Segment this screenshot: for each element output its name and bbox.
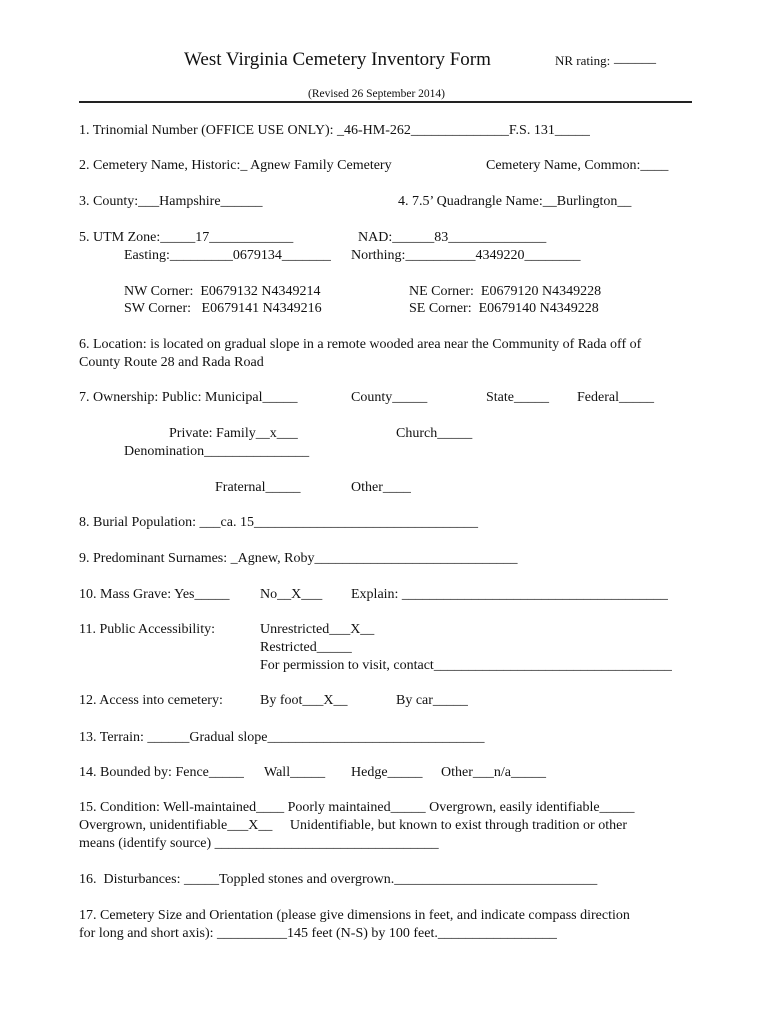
- ownership-fraternal: Fraternal_____: [215, 480, 301, 495]
- size-orientation-line2: for long and short axis): __________145 feet (N-S) by 100 feet._________________: [79, 926, 557, 941]
- field-utm-zone: 5. UTM Zone:_____17____________: [79, 230, 294, 245]
- ownership-federal: Federal_____: [577, 390, 654, 405]
- condition-line2: Overgrown, unidentifiable___X__ Unidentifiable, but known to exist through tradition or other: [79, 818, 627, 833]
- field-surnames: 9. Predominant Surnames: _Agnew, Roby_____________________________: [79, 551, 518, 566]
- sw-corner: SW Corner: E0679141 N4349216: [124, 301, 322, 316]
- access-by-foot: By foot___X__: [260, 693, 348, 708]
- ownership-church: Church_____: [396, 426, 473, 441]
- ownership-denomination: Denomination_______________: [124, 444, 310, 459]
- se-corner: SE Corner: E0679140 N4349228: [409, 301, 599, 316]
- mass-grave-explain: Explain: ______________________________________: [351, 587, 668, 602]
- ownership-private-family: Private: Family__x___: [169, 426, 298, 441]
- accessibility-label: 11. Public Accessibility:: [79, 622, 215, 637]
- field-quadrangle: 4. 7.5’ Quadrangle Name:__Burlington__: [398, 194, 632, 209]
- condition-line1: 15. Condition: Well-maintained____ Poorly maintained_____ Overgrown, easily identifiable_____: [79, 800, 635, 815]
- field-easting: Easting:_________0679134_______: [124, 248, 331, 263]
- bounded-fence: 14. Bounded by: Fence_____: [79, 765, 244, 780]
- field-name-common: Cemetery Name, Common:____: [486, 158, 669, 173]
- ownership-county: County_____: [351, 390, 428, 405]
- bounded-other: Other___n/a_____: [441, 765, 546, 780]
- bounded-hedge: Hedge_____: [351, 765, 423, 780]
- field-nad: NAD:______83______________: [358, 230, 547, 245]
- mass-grave-no: No__X___: [260, 587, 323, 602]
- bounded-wall: Wall_____: [264, 765, 326, 780]
- header-rule: [79, 101, 692, 103]
- field-trinomial: 1. Trinomial Number (OFFICE USE ONLY): _46-HM-262______________F.S. 131_____: [79, 123, 590, 138]
- field-terrain: 13. Terrain: ______Gradual slope_______________________________: [79, 730, 485, 745]
- accessibility-restricted: Restricted_____: [260, 640, 352, 655]
- field-northing: Northing:__________4349220________: [351, 248, 581, 263]
- ownership-municipal: 7. Ownership: Public: Municipal_____: [79, 390, 298, 405]
- ownership-state: State_____: [486, 390, 549, 405]
- accessibility-unrestricted: Unrestricted___X__: [260, 622, 375, 637]
- field-burial-population: 8. Burial Population: ___ca. 15________________________________: [79, 515, 478, 530]
- size-orientation-line1: 17. Cemetery Size and Orientation (please give dimensions in feet, and indicate compass direction: [79, 908, 630, 923]
- form-title: West Virginia Cemetery Inventory Form: [184, 49, 491, 70]
- ne-corner: NE Corner: E0679120 N4349228: [409, 284, 602, 299]
- nr-rating-label: NR rating:: [555, 53, 611, 68]
- field-county: 3. County:___Hampshire______: [79, 194, 263, 209]
- ownership-other: Other____: [351, 480, 411, 495]
- revised-date: (Revised 26 September 2014): [308, 88, 446, 100]
- condition-line3: means (identify source) ________________________________: [79, 836, 439, 851]
- mass-grave-yes: 10. Mass Grave: Yes_____: [79, 587, 230, 602]
- field-location-line2: County Route 28 and Rada Road: [79, 355, 264, 370]
- accessibility-contact: For permission to visit, contact__________________________________: [260, 658, 672, 673]
- field-disturbances: 16. Disturbances: _____Toppled stones and overgrown._____________________________: [79, 872, 598, 887]
- nw-corner: NW Corner: E0679132 N4349214: [124, 284, 321, 299]
- nr-rating-value: ______: [614, 51, 656, 66]
- access-by-car: By car_____: [396, 693, 468, 708]
- field-location-line1: 6. Location: is located on gradual slope in a remote wooded area near the Community of Rada off of: [79, 337, 642, 352]
- access-label: 12. Access into cemetery:: [79, 693, 223, 708]
- field-name-historic: 2. Cemetery Name, Historic:_ Agnew Family Cemetery: [79, 158, 392, 173]
